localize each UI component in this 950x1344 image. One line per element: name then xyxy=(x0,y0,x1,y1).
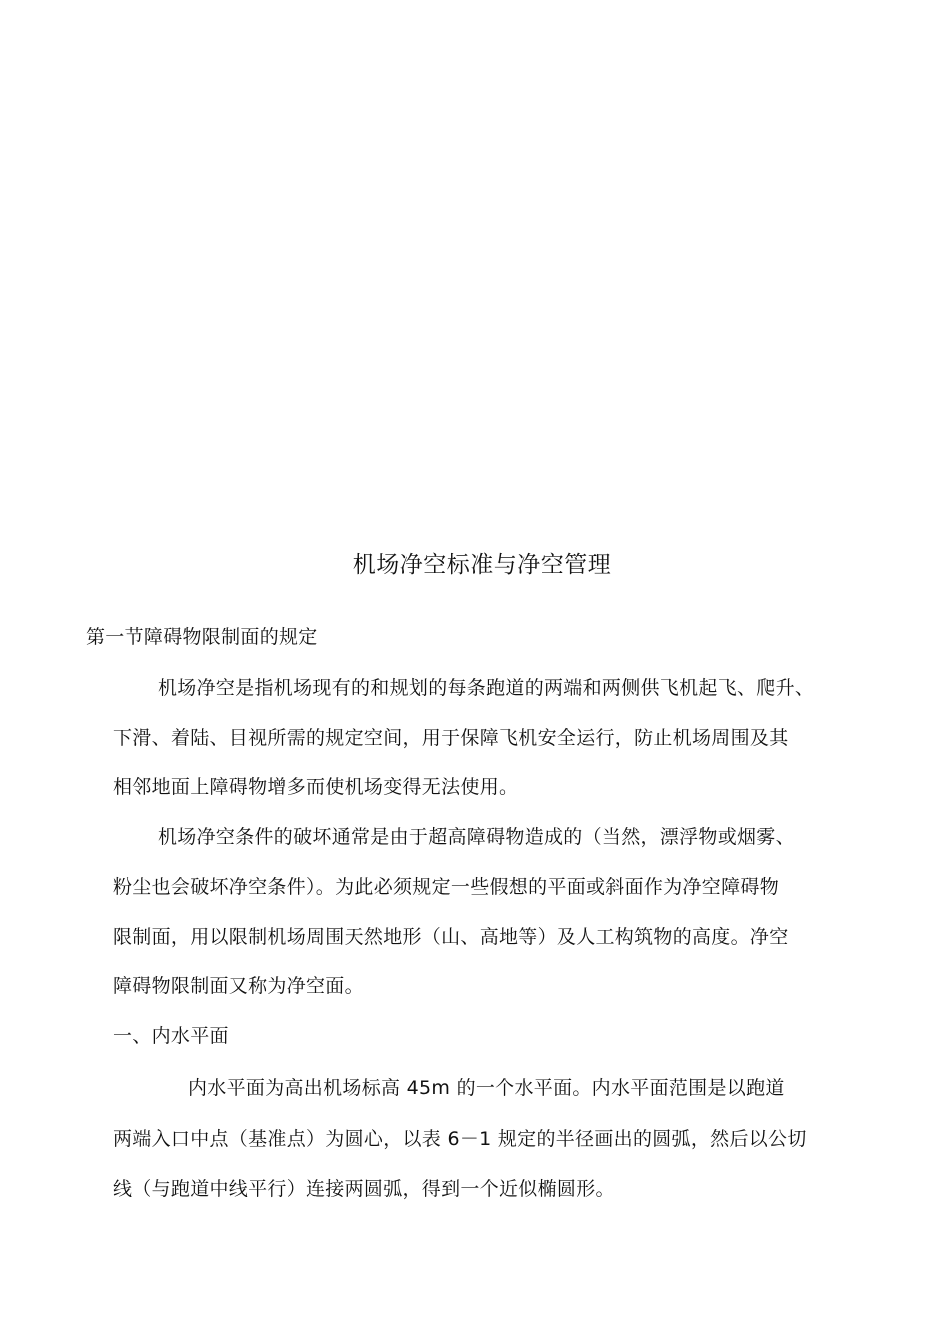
document-title: 机场净空标准与净空管理 xyxy=(352,552,612,578)
paragraph-line: 相邻地面上障碍物增多而使机场变得无法使用。 xyxy=(113,776,519,798)
section-heading: 第一节障碍物限制面的规定 xyxy=(86,626,318,648)
paragraph-line: 机场净空是指机场现有的和规划的每条跑道的两端和两侧供飞机起飞、爬升、 xyxy=(158,677,815,699)
subheading: 一、内水平面 xyxy=(113,1025,229,1047)
paragraph-line: 粉尘也会破坏净空条件）。为此必须规定一些假想的平面或斜面作为净空障碍物 xyxy=(113,876,780,898)
paragraph-line: 下滑、着陆、目视所需的规定空间，用于保障飞机安全运行，防止机场周围及其 xyxy=(113,727,789,749)
paragraph-line: 限制面，用以限制机场周围天然地形（山、高地等）及人工构筑物的高度。净空 xyxy=(113,926,789,948)
paragraph-line: 机场净空条件的破坏通常是由于超高障碍物造成的（当然，漂浮物或烟雾、 xyxy=(158,826,795,848)
paragraph-line: 障碍物限制面又称为净空面。 xyxy=(113,975,364,997)
paragraph-line: 内水平面为高出机场标高 45m 的一个水平面。内水平面范围是以跑道 xyxy=(188,1077,785,1099)
paragraph-line: 线（与跑道中线平行）连接两圆弧，得到一个近似椭圆形。 xyxy=(113,1178,615,1200)
paragraph-line: 两端入口中点（基准点）为圆心，以表 6－1 规定的半径画出的圆弧，然后以公切 xyxy=(113,1128,807,1150)
